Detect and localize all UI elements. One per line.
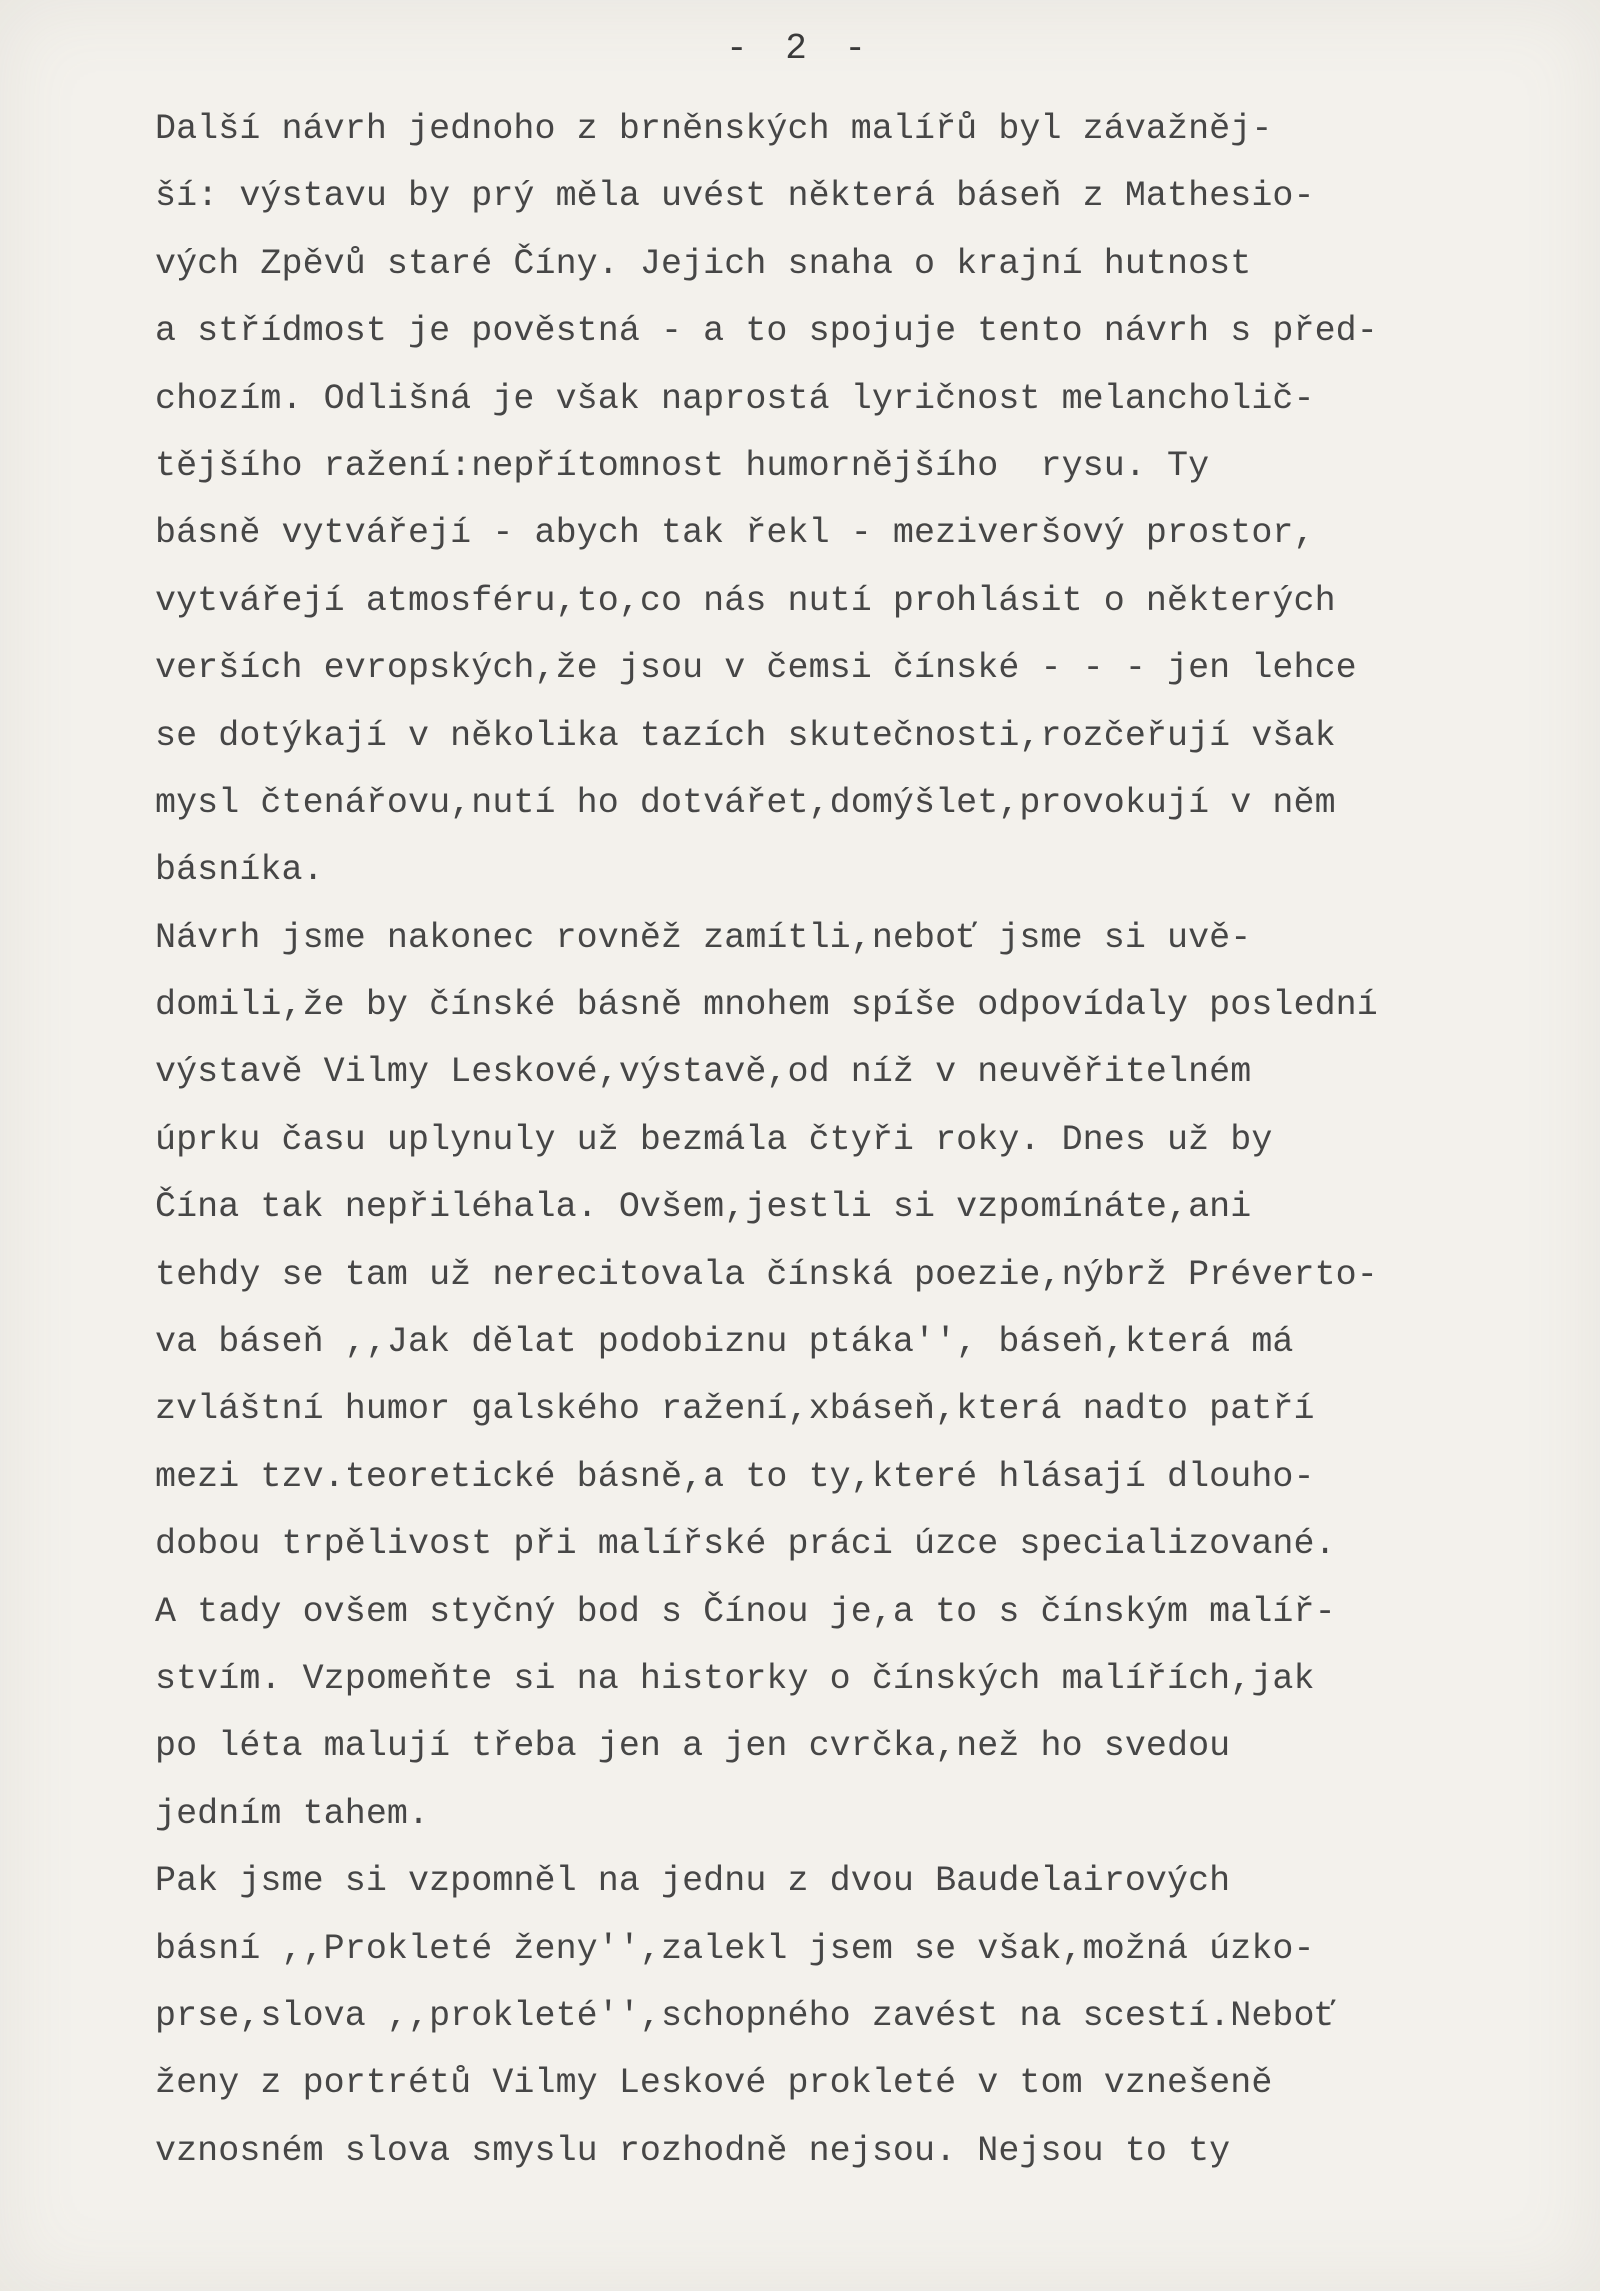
text-line: jedním tahem.: [155, 1793, 430, 1834]
text-line: domili,že by čínské básně mnohem spíše odpovídaly poslední: [155, 985, 1378, 1026]
text-line: va báseň ,,Jak dělat podobiznu ptáka'', báseň,která má: [155, 1322, 1294, 1363]
text-line: ženy z portrétů Vilmy Leskové prokleté v tom vznešeně: [155, 2063, 1273, 2104]
text-line: verších evropských,že jsou v čemsi čínské - - - jen lehce: [155, 648, 1357, 689]
text-line: A tady ovšem styčný bod s Čínou je,a to s čínským malíř-: [155, 1591, 1336, 1632]
text-line: vytvářejí atmosféru,to,co nás nutí prohlásit o některých: [155, 580, 1336, 621]
body-text: [155, 96, 1575, 2185]
text-line: výstavě Vilmy Leskové,výstavě,od níž v neuvěřitelném: [155, 1052, 1252, 1093]
text-line: Pak jsme si vzpomněl na jednu z dvou Baudelairových: [155, 1861, 1231, 1902]
text-line: dobou trpělivost při malířské práci úzce specializované.: [155, 1524, 1336, 1565]
text-line: po léta malují třeba jen a jen cvrčka,než ho svedou: [155, 1726, 1231, 1767]
text-line: stvím. Vzpomeňte si na historky o čínských malířích,jak: [155, 1658, 1315, 1699]
text-line: vých Zpěvů staré Číny. Jejich snaha o krajní hutnost: [155, 243, 1252, 284]
text-line: básníka.: [155, 850, 324, 891]
text-line: zvláštní humor galského ražení,xbáseň,která nadto patří: [155, 1389, 1315, 1430]
text-line: Návrh jsme nakonec rovněž zamítli,neboť jsme si uvě-: [155, 917, 1252, 958]
text-line: chozím. Odlišná je však naprostá lyričnost melancholič-: [155, 378, 1315, 419]
text-line: tehdy se tam už nerecitovala čínská poezie,nýbrž Préverto-: [155, 1254, 1378, 1295]
text-line: Čína tak nepřiléhala. Ovšem,jestli si vzpomínáte,ani: [155, 1187, 1252, 1228]
text-line: mysl čtenářovu,nutí ho dotvářet,domýšlet,provokují v něm: [155, 782, 1336, 823]
text-line: mezi tzv.teoretické básně,a to ty,které hlásají dlouho-: [155, 1456, 1315, 1497]
text-line: básně vytvářejí - abych tak řekl - meziveršový prostor,: [155, 513, 1315, 554]
text-line: ší: výstavu by prý měla uvést některá báseň z Mathesio-: [155, 176, 1315, 217]
page-number: - 2 -: [725, 28, 875, 69]
text-line: prse,slova ,,prokleté'',schopného zavést na scestí.Neboť: [155, 1995, 1336, 2036]
text-line: Další návrh jednoho z brněnských malířů byl závažněj-: [155, 109, 1273, 149]
text-line: tějšího ražení:nepřítomnost humornějšího rysu. Ty: [155, 445, 1210, 486]
text-line: úprku času uplynuly už bezmála čtyři roky. Dnes už by: [155, 1119, 1273, 1160]
text-line: básní ,,Prokleté ženy'',zalekl jsem se však,možná úzko-: [155, 1928, 1315, 1969]
text-line: vznosném slova smyslu rozhodně nejsou. Nejsou to ty: [155, 2130, 1231, 2171]
text-line: a střídmost je pověstná - a to spojuje tento návrh s před-: [155, 311, 1378, 352]
text-line: se dotýkají v několika tazích skutečnosti,rozčeřují však: [155, 715, 1336, 756]
